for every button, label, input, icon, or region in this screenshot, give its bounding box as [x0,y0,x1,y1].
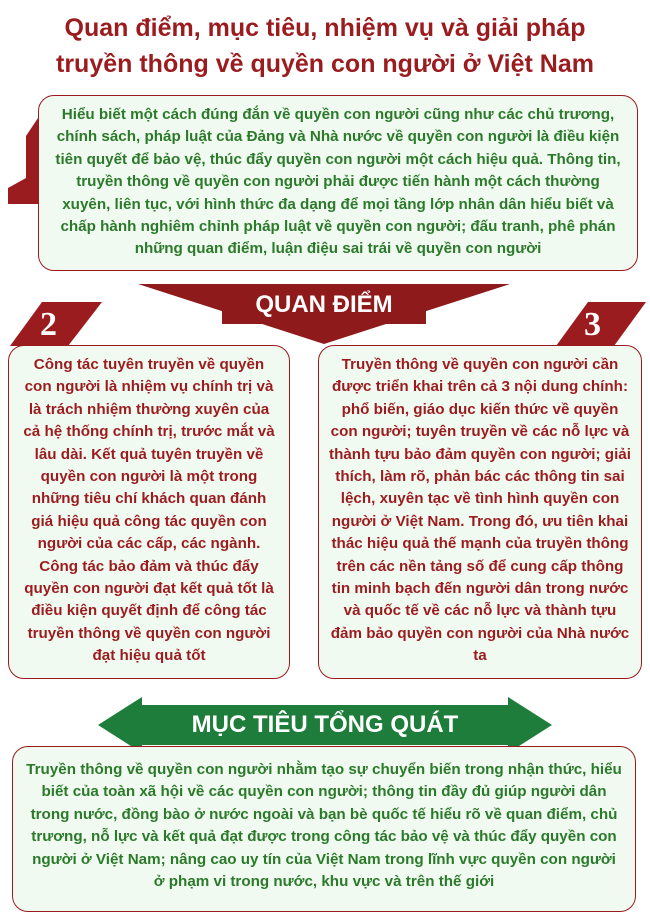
quan-diem-label: QUAN ĐIỂM [255,291,393,318]
number-1: 1 [10,144,27,181]
page-title [0,10,650,82]
muc-tieu-text: Truyền thông về quyền con người nhằm tạo sự chuyển biến trong nhận thức, hiểu biết của toàn xã hội về các quyền con người; thông tin đầy đủ giúp người dân trong nước, đồng bào ở nước ngoài và bạn bè quốc tế hiểu rõ về quan điểm, chủ trương, nỗ lực và kết quả đạt được trong công tác bảo vệ và thúc đẩy quyền con người ở Việt Nam; nâng cao uy tín của Việt Nam trong lĩnh vực quyền con người ở phạm vi trong nước, khu vực và trên thế giới [26,761,622,891]
quan-diem-box-2 [8,345,290,679]
quan-diem-box-1 [38,95,638,271]
muc-tieu-label: MỤC TIÊU TỔNG QUÁT [191,711,459,738]
number-2: 2 [40,306,57,343]
quan-diem-1-text: Hiểu biết một cách đúng đắn về quyền con người cũng như các chủ trương, chính sách, pháp luật của Đảng và Nhà nước về quyền con người là điều kiện tiên quyết để bảo vệ, thúc đẩy quyền con người một cách hiệu quả. Thông tin, truyền thông về quyền con người phải được tiến hành một cách thường xuyên, liên tục, với hình thức đa dạng để mọi tầng lớp nhân dân hiểu biết và chấp hành nghiêm chỉnh pháp luật về quyền con người; đấu tranh, phê phán những quan điểm, luận điệu sai trái về quyền con người [55,106,621,258]
title-line-1: Quan điểm, mục tiêu, nhiệm vụ và giải pháp [64,14,586,42]
quan-diem-box-3 [318,345,642,679]
number-3-badge [556,302,646,346]
muc-tieu-box [12,746,636,912]
quan-diem-2-text: Công tác tuyên truyền về quyền con người là nhiệm vụ chính trị và là trách nhiệm thường xuyên của cả hệ thống chính trị, trước mắt và lâu dài. Kết quả tuyên truyền về quyền con người là một trong những tiêu chí khách quan đánh giá hiệu quả công tác quyền con người của các cấp, các ngành. Công tác bảo đảm và thúc đẩy quyền con người đạt kết quả tốt là điều kiện quyết định để công tác truyền thông về quyền con người đạt hiệu quả tốt [23,356,275,665]
number-3: 3 [584,306,601,343]
title-line-2: truyền thông về quyền con người ở Việt Nam [56,50,594,78]
quan-diem-3-text: Truyền thông về quyền con người cần được triển khai trên cả 3 nội dung chính: phổ biến, giáo dục kiến thức về quyền con người; tuyên truyền về các nỗ lực và thành tựu bảo đảm quyền con người; giải thích, làm rõ, phản bác các thông tin sai lệch, xuyên tạc về tình hình quyền con người ở Việt Nam. Trong đó, ưu tiên khai thác hiệu quả thế mạnh của truyền thông trên các nền tảng số để cung cấp thông tin minh bạch đến người dân trong nước và quốc tế về các nỗ lực và thành tựu đảm bảo quyền con người của Nhà nước ta [329,356,631,665]
